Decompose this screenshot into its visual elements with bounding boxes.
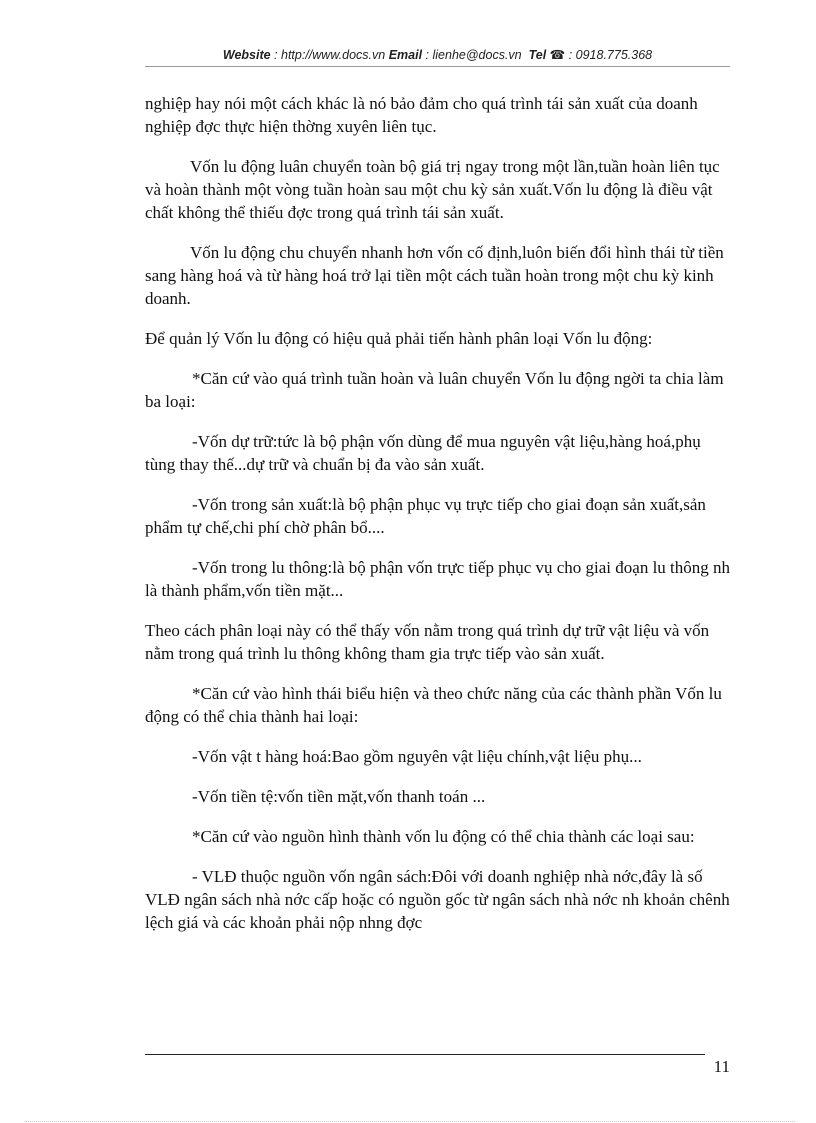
body-paragraph: -Vốn trong lu thông:là bộ phận vốn trực tiếp phục vụ cho giai đoạn lu thông nh là thành phẩm,vốn tiền mặt... [145, 558, 731, 600]
email-separator: : [422, 48, 433, 62]
tel-label: Tel [528, 48, 547, 62]
body-paragraph: Theo cách phân loại này có thể thấy vốn nằm trong quá trình dự trữ vật liệu và vốn nằm trong quá trình lu thông không tham gia trực tiếp vào sản xuất. [145, 621, 710, 663]
body-paragraph: -Vốn tiền tệ:vốn tiền mặt,vốn thanh toán ... [192, 787, 486, 806]
body-paragraph: nghiệp hay nói một cách khác là nó bảo đảm cho quá trình tái sản xuất của doanh nghiệp đợc thực hiện thờng xuyên liên tục. [145, 94, 698, 136]
body-paragraph: - VLĐ thuộc nguồn vốn ngân sách:Đôi với doanh nghiệp nhà nớc,đây là số VLĐ ngân sách nhà nớc cấp hoặc có nguồn gốc từ ngân sách nhà nớc nh khoản chênh lệch giá và các khoản phải nộp nhng đợc [145, 867, 730, 932]
footer-divider [145, 1054, 705, 1055]
page-bottom-border [25, 1121, 795, 1122]
body-paragraph: *Căn cứ vào hình thái biểu hiện và theo chức năng của các thành phần Vốn lu động có thể chia thành hai loại: [145, 684, 722, 726]
page-header [145, 47, 730, 62]
body-paragraph: -Vốn vật t hàng hoá:Bao gồm nguyên vật liệu chính,vật liệu phụ... [192, 747, 642, 766]
body-paragraph: -Vốn dự trữ:tức là bộ phận vốn dùng để mua nguyên vật liệu,hàng hoá,phụ tùng thay thế...dự trữ và chuẩn bị đa vào sản xuất. [145, 432, 701, 474]
body-paragraph: -Vốn trong sản xuất:là bộ phận phục vụ trực tiếp cho giai đoạn sản xuất,sản phẩm tự chế,chi phí chờ phân bổ.... [145, 495, 706, 537]
phone-icon: ☎ : [546, 48, 576, 62]
website-separator: : [270, 48, 281, 62]
email-link[interactable]: lienhe@docs.vn [432, 48, 522, 62]
header-divider [145, 66, 730, 67]
page-number: 11 [713, 1057, 730, 1076]
tel-value: 0918.775.368 [575, 48, 653, 62]
body-paragraph: *Căn cứ vào nguồn hình thành vốn lu động có thể chia thành các loại sau: [192, 827, 695, 846]
body-paragraph: Vốn lu động chu chuyển nhanh hơn vốn cố định,luôn biến đổi hình thái từ tiền sang hàng hoá và từ hàng hoá trở lại tiền một cách tuần hoàn trong một chu kỳ kinh doanh. [145, 243, 724, 308]
website-label: Website [222, 48, 271, 62]
document-body [145, 92, 730, 951]
website-link[interactable]: http://www.docs.vn [281, 48, 386, 62]
body-paragraph: *Căn cứ vào quá trình tuần hoàn và luân chuyển Vốn lu động ngời ta chia làm ba loại: [145, 369, 724, 411]
email-label: Email [388, 48, 423, 62]
body-paragraph: Để quản lý Vốn lu động có hiệu quả phải tiến hành phân loại Vốn lu động: [145, 329, 653, 348]
body-paragraph: Vốn lu động luân chuyển toàn bộ giá trị ngay trong một lần,tuần hoàn liên tục và hoàn thành một vòng tuần hoàn sau một chu kỳ sản xuất.Vốn lu động là điều vật chất không thể thiếu đợc trong quá trình tái sản xuất. [145, 157, 720, 222]
